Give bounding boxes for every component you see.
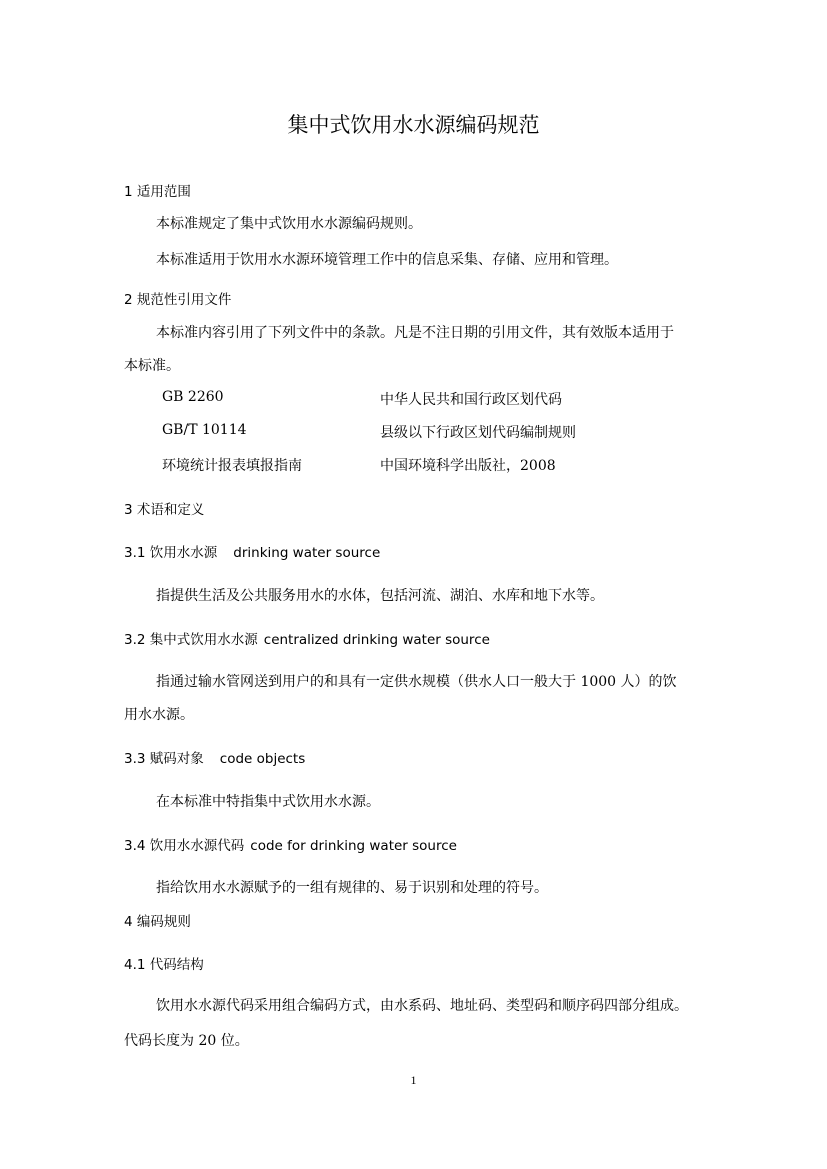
term-english: code for drinking water source (250, 838, 457, 854)
document-title: 集中式饮用水水源编码规范 (287, 113, 540, 137)
section-2-paragraph-line-2: 本标准。 (124, 358, 180, 374)
term-number-chinese: 3.1 饮用水水源 (124, 545, 218, 561)
term-english: centralized drinking water source (263, 632, 490, 648)
section-1-paragraph-1: 本标准规定了集中式饮用水水源编码规则。 (156, 216, 422, 232)
section-2-paragraph-line-1: 本标准内容引用了下列文件中的条款。凡是不注日期的引用文件，其有效版本适用于 (156, 325, 674, 341)
term-heading (124, 628, 490, 648)
term-definition: 指提供生活及公共服务用水的水体，包括河流、湖泊、水库和地下水等。 (156, 588, 604, 604)
term-number-chinese: 3.2 集中式饮用水水源 (124, 632, 258, 648)
section-4-1-paragraph-line-1: 饮用水水源代码采用组合编码方式，由水系码、地址码、类型码和顺序码四部分组成。 (156, 998, 688, 1014)
term-definition: 在本标准中特指集中式饮用水水源。 (156, 794, 380, 810)
term-heading (124, 747, 305, 767)
section-3-heading: 3 术语和定义 (124, 502, 205, 518)
term-number-chinese: 3.3 赋码对象 (124, 751, 204, 767)
term-english: code objects (219, 751, 306, 767)
section-1-heading: 1 适用范围 (124, 184, 191, 200)
section-1-paragraph-2: 本标准适用于饮用水水源环境管理工作中的信息采集、存储、应用和管理。 (156, 252, 618, 268)
term-definition: 指给饮用水水源赋予的一组有规律的、易于识别和处理的符号。 (156, 880, 548, 896)
section-4-heading: 4 编码规则 (124, 914, 191, 930)
term-heading (124, 541, 380, 561)
reference-code: GB/T 10114 (162, 422, 247, 438)
section-4-1-heading: 4.1 代码结构 (124, 957, 204, 973)
term-english: drinking water source (233, 545, 381, 561)
reference-title: 中华人民共和国行政区划代码 (380, 392, 562, 408)
section-4-1-paragraph-line-2: 代码长度为 20 位。 (124, 1033, 249, 1049)
page-number: 1 (410, 1073, 417, 1087)
term-heading (124, 834, 457, 854)
reference-title: 中国环境科学出版社，2008 (380, 458, 556, 474)
reference-code: GB 2260 (162, 389, 224, 405)
section-2-heading: 2 规范性引用文件 (124, 292, 232, 308)
term-definition: 指通过输水管网送到用户的和具有一定供水规模（供水人口一般大于 1000 人）的饮 (156, 674, 677, 690)
term-number-chinese: 3.4 饮用水水源代码 (124, 838, 245, 854)
term-definition-continued: 用水水源。 (124, 707, 194, 723)
reference-code: 环境统计报表填报指南 (162, 458, 302, 474)
reference-title: 县级以下行政区划代码编制规则 (380, 425, 576, 441)
